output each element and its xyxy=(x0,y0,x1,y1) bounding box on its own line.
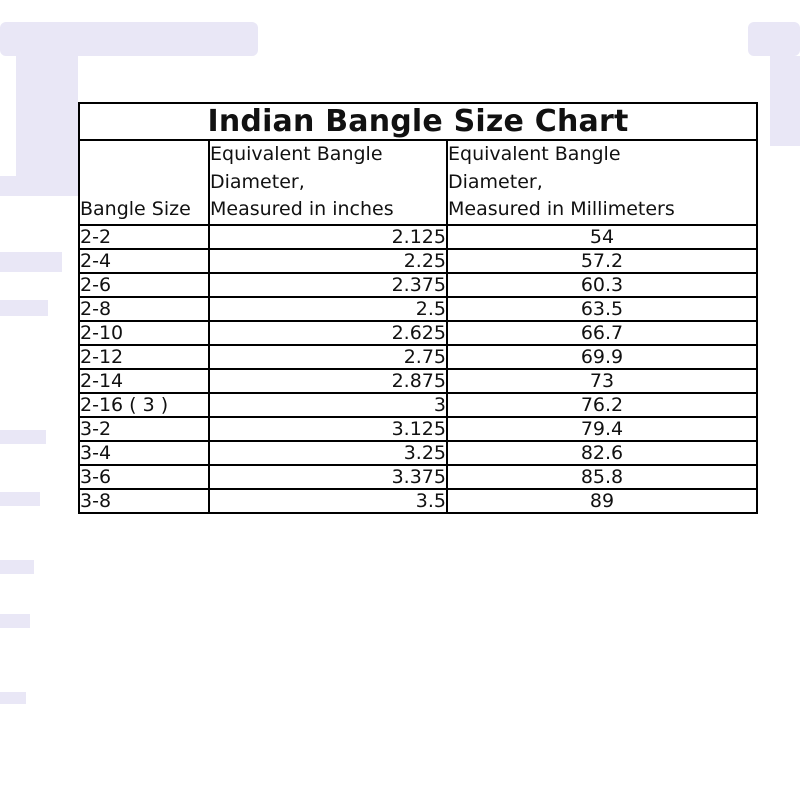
cell-bangle-size: 2-6 xyxy=(79,273,209,297)
cell-bangle-size: 2-2 xyxy=(79,225,209,249)
cell-bangle-size: 2-16 ( 3 ) xyxy=(79,393,209,417)
background-shape xyxy=(0,692,26,704)
cell-diameter-millimeters: 89 xyxy=(447,489,757,513)
size-chart-container xyxy=(78,102,756,514)
cell-diameter-millimeters: 57.2 xyxy=(447,249,757,273)
cell-bangle-size: 2-12 xyxy=(79,345,209,369)
table-row xyxy=(79,441,757,465)
cell-diameter-millimeters: 63.5 xyxy=(447,297,757,321)
cell-diameter-inches: 2.625 xyxy=(209,321,447,345)
cell-diameter-millimeters: 85.8 xyxy=(447,465,757,489)
cell-diameter-millimeters: 60.3 xyxy=(447,273,757,297)
cell-diameter-inches: 3.375 xyxy=(209,465,447,489)
page-title: Indian Bangle Size Chart xyxy=(79,103,757,140)
cell-diameter-millimeters: 76.2 xyxy=(447,393,757,417)
cell-diameter-millimeters: 66.7 xyxy=(447,321,757,345)
cell-diameter-inches: 2.5 xyxy=(209,297,447,321)
cell-diameter-millimeters: 79.4 xyxy=(447,417,757,441)
cell-diameter-millimeters: 73 xyxy=(447,369,757,393)
background-shape xyxy=(0,22,258,56)
background-shape xyxy=(0,430,46,444)
cell-diameter-millimeters: 82.6 xyxy=(447,441,757,465)
table-header-row xyxy=(79,140,757,225)
table-row xyxy=(79,249,757,273)
column-header-inches-line2: Diameter, xyxy=(210,170,305,193)
column-header-inches-line3: Measured in inches xyxy=(210,198,394,221)
table-row xyxy=(79,465,757,489)
cell-diameter-inches: 2.375 xyxy=(209,273,447,297)
cell-bangle-size: 2-4 xyxy=(79,249,209,273)
cell-diameter-millimeters: 54 xyxy=(447,225,757,249)
cell-bangle-size: 2-8 xyxy=(79,297,209,321)
cell-bangle-size: 3-8 xyxy=(79,489,209,513)
cell-bangle-size: 3-2 xyxy=(79,417,209,441)
background-shape xyxy=(0,560,34,574)
background-shape xyxy=(16,56,78,176)
table-row xyxy=(79,225,757,249)
column-header-mm-line2: Diameter, xyxy=(448,170,543,193)
cell-diameter-inches: 3.125 xyxy=(209,417,447,441)
background-shape xyxy=(0,300,48,316)
table-row xyxy=(79,489,757,513)
column-header-mm-line3: Measured in Millimeters xyxy=(448,198,675,221)
table-row xyxy=(79,345,757,369)
cell-diameter-inches: 3.25 xyxy=(209,441,447,465)
column-header-inches xyxy=(209,140,447,225)
table-row xyxy=(79,393,757,417)
bangle-size-table xyxy=(78,102,758,514)
table-row xyxy=(79,369,757,393)
cell-diameter-inches: 3 xyxy=(209,393,447,417)
cell-bangle-size: 3-6 xyxy=(79,465,209,489)
cell-diameter-millimeters: 69.9 xyxy=(447,345,757,369)
background-shape xyxy=(748,22,800,56)
cell-diameter-inches: 2.875 xyxy=(209,369,447,393)
cell-diameter-inches: 2.75 xyxy=(209,345,447,369)
background-shape xyxy=(0,492,40,506)
cell-diameter-inches: 2.125 xyxy=(209,225,447,249)
table-row xyxy=(79,297,757,321)
background-shape xyxy=(0,252,62,272)
cell-diameter-inches: 2.25 xyxy=(209,249,447,273)
background-shape xyxy=(0,614,30,628)
table-row xyxy=(79,417,757,441)
column-header-inches-line1: Equivalent Bangle xyxy=(210,143,383,165)
column-header-millimeters xyxy=(447,140,757,225)
cell-bangle-size: 3-4 xyxy=(79,441,209,465)
column-header-mm-line1: Equivalent Bangle xyxy=(448,143,621,165)
cell-bangle-size: 2-10 xyxy=(79,321,209,345)
table-row xyxy=(79,273,757,297)
cell-diameter-inches: 3.5 xyxy=(209,489,447,513)
column-header-bangle-size: Bangle Size xyxy=(79,140,209,225)
cell-bangle-size: 2-14 xyxy=(79,369,209,393)
table-title-row xyxy=(79,103,757,140)
table-row xyxy=(79,321,757,345)
background-shape xyxy=(0,176,80,196)
background-shape xyxy=(770,56,800,146)
